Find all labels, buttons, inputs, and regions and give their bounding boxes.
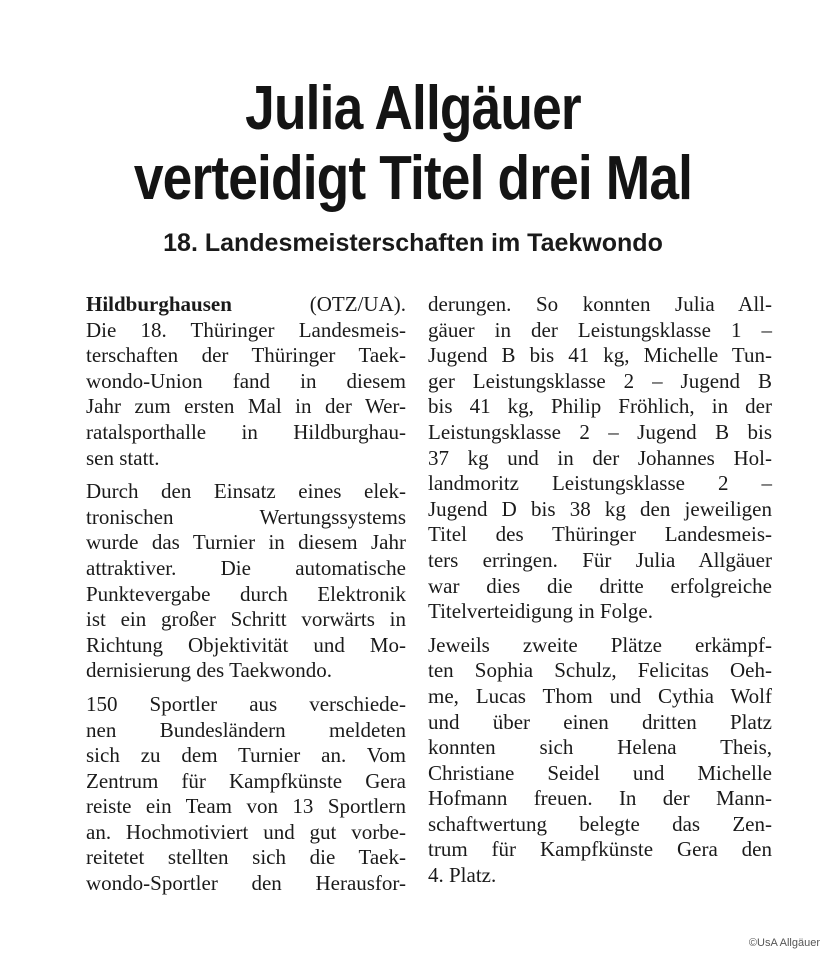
text-line: wurde das Turnier in diesem Jahr [86,530,406,555]
text-line: ger Leistungsklasse 2 – Jugend B [428,368,772,393]
text-line: reitetet stellten sich die Taek- [86,845,406,870]
text-line: nen Bundesländern meldeten [86,717,406,742]
text-line: Die 18. Thüringer Landesmeis- [86,317,406,342]
dateline: Hildburghausen [86,292,232,316]
text-line: attraktiver. Die automatische [86,555,406,580]
text-line: Hofmann freuen. In der Mann- [428,786,772,811]
text-line: an. Hochmotiviert und gut vorbe- [86,819,406,844]
text-line: dernisierung des Taekwondo. [86,658,333,683]
source-tag: (OTZ/UA). [309,292,406,316]
text-line: Jeweils zweite Plätze erkämpf- [428,632,772,657]
text-line: terschaften der Thüringer Taek- [86,343,406,368]
text-line: Christiane Seidel und Michelle [428,760,772,785]
paragraph-3 [86,692,406,897]
text-line: Richtung Objektivität und Mo- [86,632,406,657]
text-line: Jugend D bis 38 kg den jeweiligen [428,496,772,521]
article-column-left [86,292,406,897]
text-line: 4. Platz. [428,863,497,888]
text-line: sich zu dem Turnier an. Vom [86,743,406,768]
text-line: Jugend B bis 41 kg, Michelle Tun- [428,343,772,368]
text-line: konnten sich Helena Theis, [428,735,772,760]
text-line: derungen. So konnten Julia All- [428,292,772,316]
text-line: ten Sophia Schulz, Felicitas Oeh- [428,658,772,683]
copyright-footer: ©UsA Allgäuer [748,937,820,949]
text-line: Titel des Thüringer Landesmeis- [428,522,772,547]
headline-line-2: verteidigt Titel drei Mal [133,144,693,213]
paragraph-5 [428,633,772,889]
text-line: me, Lucas Thom und Cythia Wolf [428,683,772,708]
subheadline: 18. Landesmeisterschaften im Taekwondo [163,229,663,257]
text-line: ters erringen. Für Julia Allgäuer [428,547,772,572]
article-column-right [428,292,772,889]
text-line: tronischen Wertungssystems [86,504,406,529]
text-line: ratalsporthalle in Hildburghau- [86,419,406,444]
text-line: gäuer in der Leistungsklasse 1 – [428,317,772,342]
text-line: Durch den Einsatz eines elek- [86,479,406,504]
text-line: wondo-Union fand in diesem [86,368,406,393]
text-line: ist ein großer Schritt vorwärts in [86,607,406,632]
text-line: bis 41 kg, Philip Fröhlich, in der [428,394,772,419]
text-line [86,292,406,318]
text-line: landmoritz Leistungsklasse 2 – [428,471,772,496]
text-line: Zentrum für Kampfkünste Gera [86,768,406,793]
paragraph-4 [428,292,772,625]
text-line: Jahr zum ersten Mal in der Wer- [86,394,406,419]
text-line: Leistungsklasse 2 – Jugend B bis [428,419,772,444]
text-line: Titelverteidigung in Folge. [428,599,653,624]
paragraph-1 [86,292,406,471]
text-line: trum für Kampfkünste Gera den [428,837,772,862]
text-line: wondo-Sportler den Herausfor- [86,871,406,896]
text-line: 150 Sportler aus verschiede- [86,691,406,716]
text-line: 37 kg und in der Johannes Hol- [428,445,772,470]
text-line: war dies die dritte erfolgreiche [428,573,772,598]
text-line: und über einen dritten Platz [428,709,772,734]
text-line: schaftwertung belegte das Zen- [428,811,772,836]
headline-line-1: Julia Allgäuer [245,74,581,143]
text-line: Punktevergabe durch Elektronik [86,581,406,606]
paragraph-2 [86,479,406,684]
text-line: reiste ein Team von 13 Sportlern [86,794,406,819]
text-line: sen statt. [86,445,160,470]
